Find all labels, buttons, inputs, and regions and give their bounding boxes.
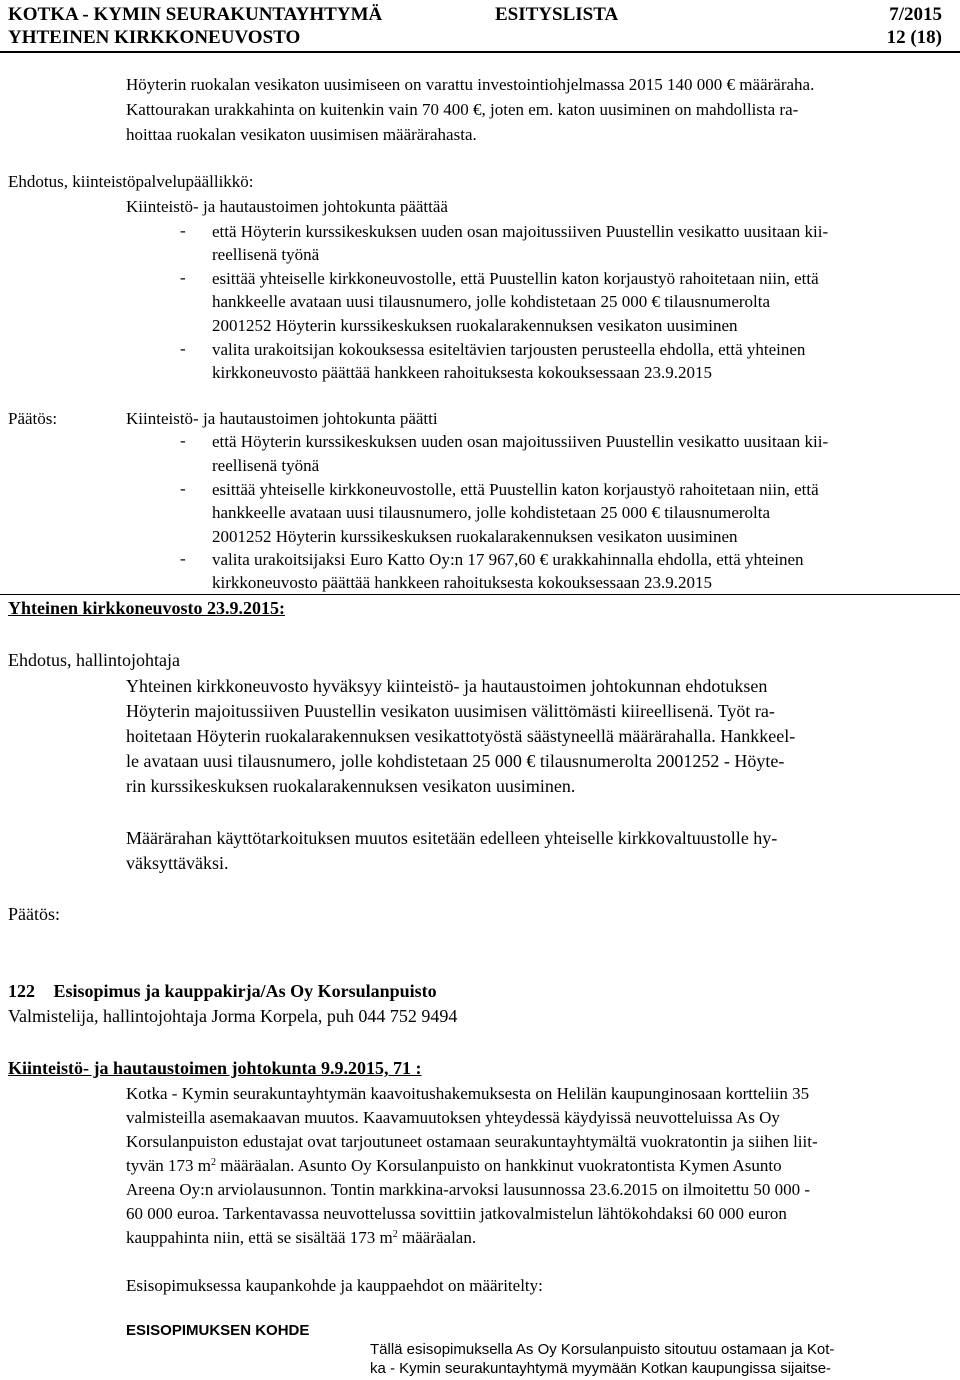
subject-heading: ESISOPIMUKSEN KOHDE	[126, 1322, 310, 1339]
paragraph-line: 60 000 euroa. Tarkentavassa neuvottelussa sovittiin jatkovalmistelun lähtökohdaksi 60 000 euron	[126, 1204, 787, 1223]
header-page-number: 12 (18)	[886, 27, 942, 48]
paragraph-line: Esisopimuksessa kaupankohde ja kauppaehdot on määritelty:	[126, 1276, 543, 1295]
list-item-line: 2001252 Höyterin kurssikeskuksen ruokalarakennuksen vesikaton uusiminen	[212, 527, 738, 546]
header-body-name: YHTEINEN KIRKKONEUVOSTO	[8, 27, 301, 48]
board-heading: Kiinteistö- ja hautaustoimen johtokunta 9.9.2015, 71 :	[8, 1058, 422, 1078]
paragraph-line: le avataan uusi tilausnumero, jolle kohdistetaan 25 000 € tilausnumerolta 2001252 - Höyte-	[126, 751, 785, 771]
list-dash: -	[180, 431, 186, 450]
subject-text-line: Tällä esisopimuksella As Oy Korsulanpuisto sitoutuu ostamaan ja Kot-	[370, 1341, 835, 1358]
item-title-text: Esisopimus ja kauppakirja/As Oy Korsulanpuisto	[53, 981, 437, 1001]
list-item-line: että Höyterin kurssikeskuksen uuden osan majoitussiiven Puustellin vesikatto uusitaan kii-	[212, 432, 829, 451]
list-dash: -	[180, 221, 186, 240]
paragraph-line: Määrärahan käyttötarkoituksen muutos esitetään edelleen yhteiselle kirkkovaltuustolle hy-	[126, 828, 778, 848]
paragraph-line: rin kurssikeskuksen ruokalarakennuksen vesikaton uusiminen.	[126, 776, 576, 796]
item-preparer: Valmistelija, hallintojohtaja Jorma Korpela, puh 044 752 9494	[8, 1006, 458, 1026]
paragraph-line: Areena Oy:n arviolausunnon. Tontin markkina-arvoksi lausunnossa 23.6.2015 on ilmoitettu 50 000 -	[126, 1180, 811, 1199]
list-dash: -	[180, 268, 186, 287]
paragraph-line: Höyterin majoitussiiven Puustellin vesikaton uusimisen välittömästi kiireellisenä. Työt ra-	[126, 701, 775, 721]
list-item-line: kirkkoneuvosto päättää hankkeen rahoituksesta kokouksessaan 23.9.2015	[212, 363, 712, 382]
paragraph-line: Kotka - Kymin seurakuntayhtymän kaavoitushakemuksesta on Helilän kaupunginosaan kortteliin 35	[126, 1084, 810, 1103]
list-dash: -	[180, 549, 186, 568]
list-item-line: esittää yhteiselle kirkkoneuvostolle, että Puustellin katon korjaustyö rahoitetaan niin, että	[212, 480, 819, 499]
header-doc-num: 7/2015	[889, 4, 942, 25]
item-number: 122	[8, 981, 35, 1001]
list-dash: -	[180, 339, 186, 358]
paragraph-line: Korsulanpuiston edustajat ovat tarjoutuneet ostamaan seurakuntayhtymältä vuokratontin ja siihen liit-	[126, 1132, 818, 1151]
section-divider	[0, 594, 960, 595]
decision-label: Päätös:	[8, 409, 58, 428]
text-run: kauppahinta niin, että se sisältää 173 m	[126, 1228, 393, 1247]
list-item-line: reellisenä työnä	[212, 245, 320, 264]
paragraph-line: Yhteinen kirkkoneuvosto hyväksyy kiinteistö- ja hautaustoimen johtokunnan ehdotuksen	[126, 676, 768, 696]
list-item-line: 2001252 Höyterin kurssikeskuksen ruokalarakennuksen vesikaton uusiminen	[212, 316, 738, 335]
text-run: määräalan. Asunto Oy Korsulanpuisto on hankkinut vuokratontista Kymen Asunto	[216, 1156, 782, 1175]
superscript: 2	[392, 1229, 398, 1240]
list-item-line: hankkeelle avataan uusi tilausnumero, jolle kohdistetaan 25 000 € tilausnumerolta	[212, 292, 771, 311]
paragraph-line: valmisteilla asemakaavan muutos. Kaavamuutoksen yhteydessä käydyissä neuvotteluissa As Oy	[126, 1108, 780, 1127]
list-item-line: valita urakoitsijan kokouksessa esiteltävien tarjousten perusteella ehdolla, että yhteinen	[212, 340, 806, 359]
list-item-line: esittää yhteiselle kirkkoneuvostolle, että Puustellin katon korjaustyö rahoitetaan niin, että	[212, 269, 819, 288]
subject-text-line: ka - Kymin seurakuntayhtymä myymään Kotkan kaupungissa sijaitse-	[370, 1360, 832, 1377]
superscript: 2	[211, 1157, 216, 1168]
proposal-lead: Kiinteistö- ja hautaustoimen johtokunta päättää	[126, 197, 448, 216]
list-item-line: että Höyterin kurssikeskuksen uuden osan majoitussiiven Puustellin vesikatto uusitaan kii-	[212, 222, 829, 241]
paragraph-line: väksyttäväksi.	[126, 853, 229, 873]
paragraph-line	[126, 1155, 782, 1176]
decision-label: Päätös:	[8, 904, 60, 924]
intro-line: hoittaa ruokalan vesikaton uusimisen määrärahasta.	[126, 125, 477, 144]
text-run: tyvän 173 m	[126, 1156, 211, 1175]
header-org: KOTKA - KYMIN SEURAKUNTAYHTYMÄ	[8, 4, 383, 25]
list-item-line: kirkkoneuvosto päättää hankkeen rahoituksesta kokouksessaan 23.9.2015	[212, 573, 712, 592]
header-divider	[0, 51, 960, 53]
list-item-line: reellisenä työnä	[212, 456, 320, 475]
paragraph-line	[126, 1227, 476, 1248]
section-heading: Yhteinen kirkkoneuvosto 23.9.2015:	[8, 598, 286, 618]
proposal-label: Ehdotus, hallintojohtaja	[8, 650, 180, 670]
intro-line: Höyterin ruokalan vesikaton uusimiseen on varattu investointiohjelmassa 2015 140 000 € määräraha.	[126, 75, 815, 94]
list-item-line: valita urakoitsijaksi Euro Katto Oy:n 17 967,60 € urakkahinnalla ehdolla, että yhteinen	[212, 550, 804, 569]
paragraph-line: hoitetaan Höyterin ruokalarakennuksen vesikattotyöstä säästyneellä määrärahalla. Hankkeel-	[126, 726, 796, 746]
intro-line: Kattourakan urakkahinta on kuitenkin vain 70 400 €, joten em. katon uusiminen on mahdollista ra-	[126, 100, 799, 119]
header-doc-type: ESITYSLISTA	[495, 4, 619, 25]
item-title	[8, 981, 437, 1002]
list-dash: -	[180, 479, 186, 498]
list-item-line: hankkeelle avataan uusi tilausnumero, jolle kohdistetaan 25 000 € tilausnumerolta	[212, 503, 771, 522]
decision-lead: Kiinteistö- ja hautaustoimen johtokunta päätti	[126, 409, 438, 428]
text-run: määräalan.	[397, 1228, 477, 1247]
proposal-label: Ehdotus, kiinteistöpalvelupäällikkö:	[8, 172, 254, 191]
